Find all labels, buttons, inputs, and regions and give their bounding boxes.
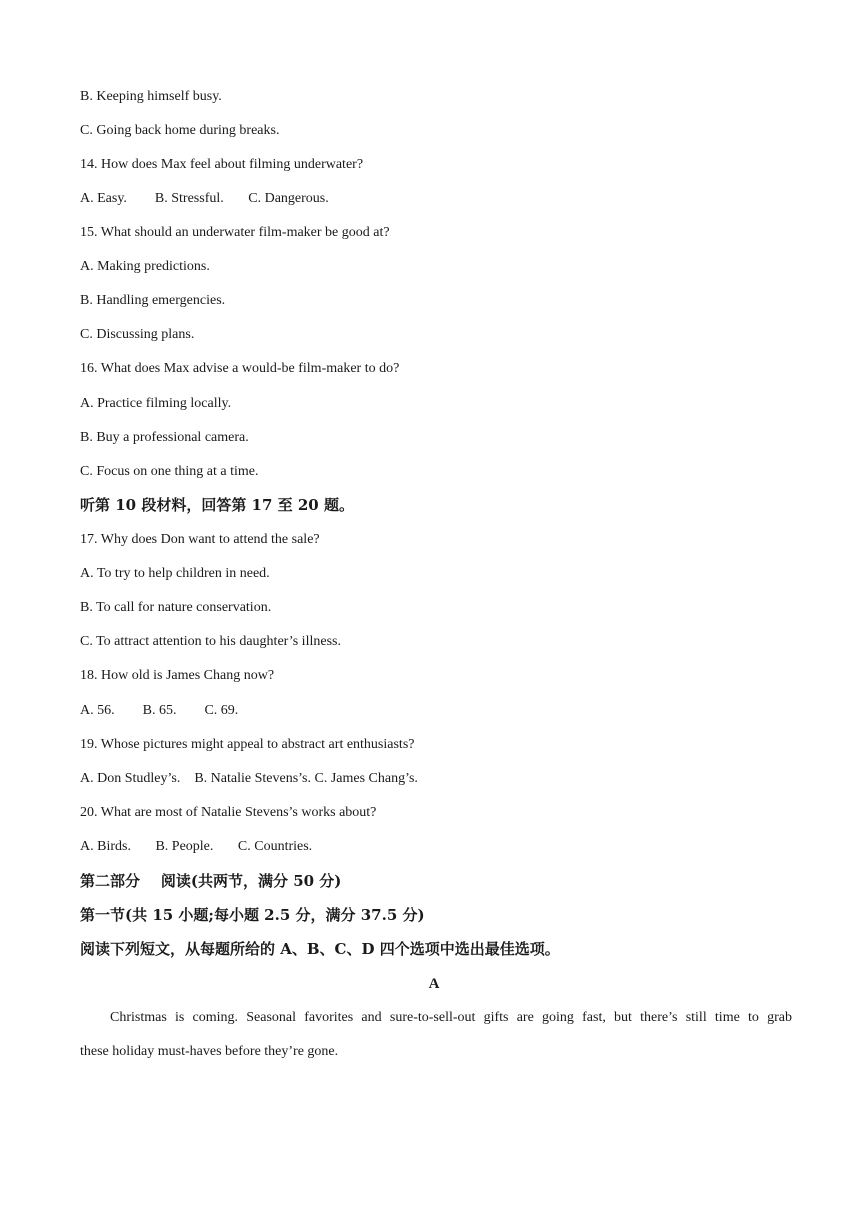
- question-14: 14. How does Max feel about filming underwater?: [80, 157, 364, 172]
- option-c-q17: C. To attract attention to his daughter’s illness.: [80, 634, 341, 649]
- question-19: 19. Whose pictures might appeal to abstract art enthusiasts?: [80, 737, 415, 752]
- options-q19: A. Don Studley’s. B. Natalie Stevens’s. C. James Chang’s.: [80, 771, 418, 786]
- option-b-q16: B. Buy a professional camera.: [80, 430, 249, 445]
- options-q20: A. Birds. B. People. C. Countries.: [80, 839, 313, 854]
- options-q18: A. 56. B. 65. C. 69.: [80, 703, 239, 718]
- question-17: 17. Why does Don want to attend the sale?: [80, 532, 320, 547]
- section-instruction-10: 听第 10 段材料，回答第 17 至 20 题。: [80, 496, 354, 514]
- option-a-q17: A. To try to help children in need.: [80, 566, 270, 581]
- option-c-q15: C. Discussing plans.: [80, 327, 195, 342]
- options-q14: A. Easy. B. Stressful. C. Dangerous.: [80, 191, 329, 206]
- passage-line-2: these holiday must-haves before they’re gone.: [80, 1044, 339, 1059]
- option-c-q16: C. Focus on one thing at a time.: [80, 464, 259, 479]
- option-b-q17: B. To call for nature conservation.: [80, 600, 272, 615]
- question-15: 15. What should an underwater film-maker be good at?: [80, 225, 390, 240]
- question-18: 18. How old is James Chang now?: [80, 668, 275, 683]
- option-b-q13: B. Keeping himself busy.: [80, 89, 222, 104]
- option-a-q15: A. Making predictions.: [80, 259, 210, 274]
- option-b-q15: B. Handling emergencies.: [80, 293, 226, 308]
- option-c-q13: C. Going back home during breaks.: [80, 123, 280, 138]
- reading-instruction: 阅读下列短文，从每题所给的 A、B、C、D 四个选项中选出最佳选项。: [80, 940, 560, 958]
- part-two-heading: 第二部分 阅读(共两节，满分 50 分): [80, 872, 342, 890]
- section-one-heading: 第一节(共 15 小题;每小题 2.5 分，满分 37.5 分): [80, 906, 425, 924]
- passage-line-1: Christmas is coming. Seasonal favorites and sure-to-sell-out gifts are going fast, but there’s still time to grab: [110, 1010, 792, 1025]
- question-16: 16. What does Max advise a would-be film-maker to do?: [80, 361, 400, 376]
- passage-title: A: [428, 976, 440, 992]
- option-a-q16: A. Practice filming locally.: [80, 396, 232, 411]
- question-20: 20. What are most of Natalie Stevens’s works about?: [80, 805, 377, 820]
